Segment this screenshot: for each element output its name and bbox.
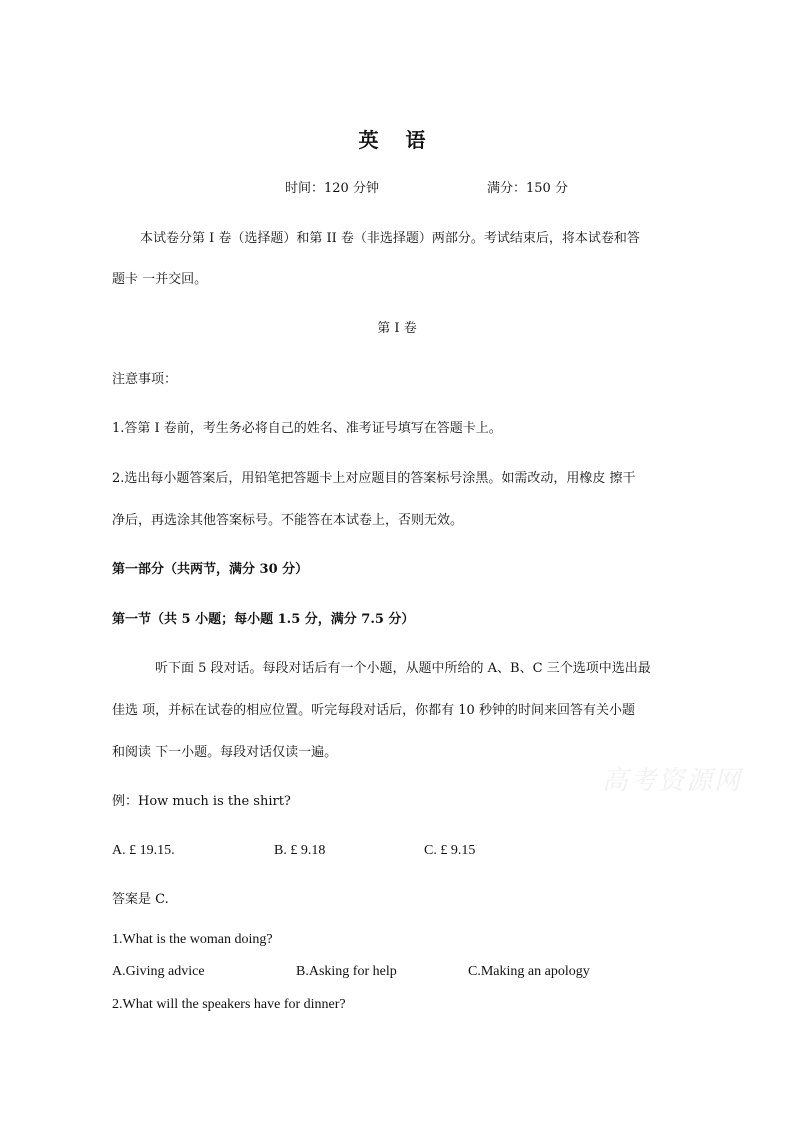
question-1-option-a: A.Giving advice [112,964,205,979]
intro-line-1: 本试卷分第 I 卷（选择题）和第 II 卷（非选择题）两部分。考试结束后，将本试卷和答 [140,231,640,246]
exam-full-score: 满分：150 分 [487,181,568,196]
notes-item-2-line-2: 净后，再选涂其他答案标号。不能答在本试卷上，否则无效。 [112,513,464,528]
question-2-stem: 2.What will the speakers have for dinner? [112,997,346,1012]
instructions-line-3: 和阅读 下一小题。每段对话仅读一遍。 [112,745,338,760]
exam-title: 英 语 [358,128,436,152]
watermark-logo: 高考资源网 [602,766,743,796]
example-question: 例：How much is the shirt? [112,794,291,809]
intro-line-2: 题卡 一并交回。 [112,272,208,287]
instructions-line-1: 听下面 5 段对话。每段对话后有一个小题，从题中所给的 A、B、C 三个选项中选出最 [155,661,651,676]
example-option-b: B. £ 9.18 [274,843,326,858]
part1-heading: 第一部分（共两节，满分 30 分） [112,562,309,577]
question-1-stem: 1.What is the woman doing? [112,932,273,947]
notes-item-2-line-1: 2.选出每小题答案后，用铅笔把答题卡上对应题目的答案标号涂黑。如需改动，用橡皮 擦干 [112,471,636,486]
example-option-a: A. £ 19.15. [112,843,175,858]
volume-title: 第 I 卷 [377,321,417,336]
question-1-option-c: C.Making an apology [468,964,590,979]
section1-heading: 第一节（共 5 小题；每小题 1.5 分，满分 7.5 分） [112,612,415,627]
question-1-option-b: B.Asking for help [296,964,397,979]
instructions-line-2: 佳选 项，并标在试卷的相应位置。听完每段对话后，你都有 10 秒钟的时间来回答有关小题 [112,703,635,718]
example-option-c: C. £ 9.15 [424,843,476,858]
exam-time: 时间：120 分钟 [285,181,379,196]
notes-item-1: 1.答第 I 卷前，考生务必将自己的姓名、准考证号填写在答题卡上。 [112,421,502,436]
notes-heading: 注意事项： [112,372,178,387]
example-answer: 答案是 C. [112,892,169,907]
